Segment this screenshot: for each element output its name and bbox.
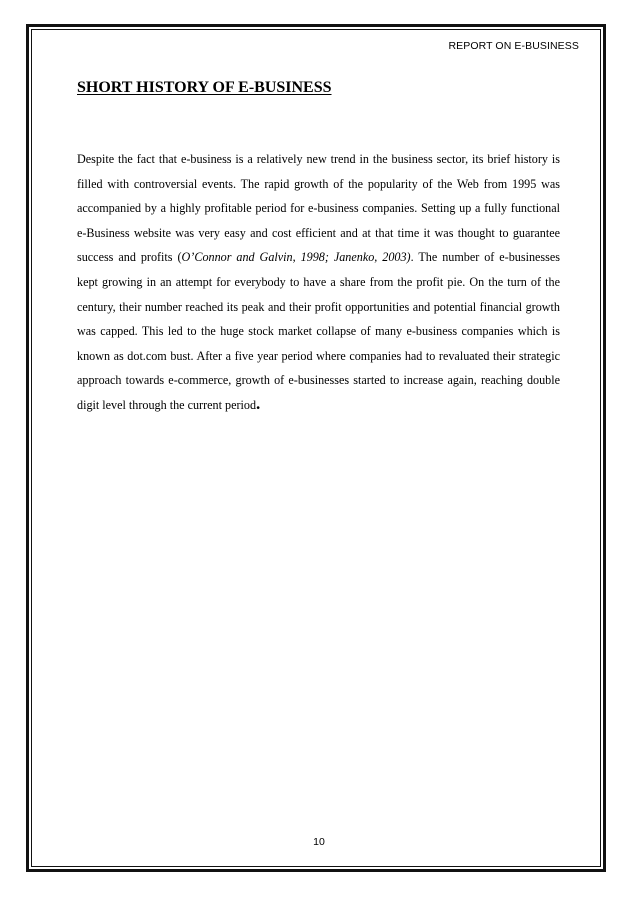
page-number: 10 bbox=[313, 836, 325, 848]
body-paragraph bbox=[77, 147, 560, 418]
citation: O’Connor and Galvin, 1998; Janenko, 2003) bbox=[181, 250, 411, 265]
final-period: . bbox=[256, 393, 261, 413]
paragraph-text-part2: . The number of e-businesses kept growing in an attempt for everybody to have a share from the profit pie. On the turn of the century, their number reached its peak and their profit opportunities and potential financial growth was capped. This led to the huge stock market collapse of many e-business companies which is known as dot.com bust. After a five year period where companies had to revaluated their strategic approach towards e-commerce, growth of e-businesses started to increase again, reaching double digit level through the current period bbox=[77, 250, 560, 412]
running-header: REPORT ON E-BUSINESS bbox=[448, 40, 579, 52]
paragraph-text-part1: Despite the fact that e-business is a relatively new trend in the business sector, its brief history is filled with controversial events. The rapid growth of the popularity of the Web from 1995 was accompanied by a highly profitable period for e-business companies. Setting up a fully functional e-Business website was very easy and cost efficient and at that time it was thought to guarantee success and profits ( bbox=[77, 152, 560, 265]
section-title: SHORT HISTORY OF E-BUSINESS bbox=[77, 79, 332, 96]
